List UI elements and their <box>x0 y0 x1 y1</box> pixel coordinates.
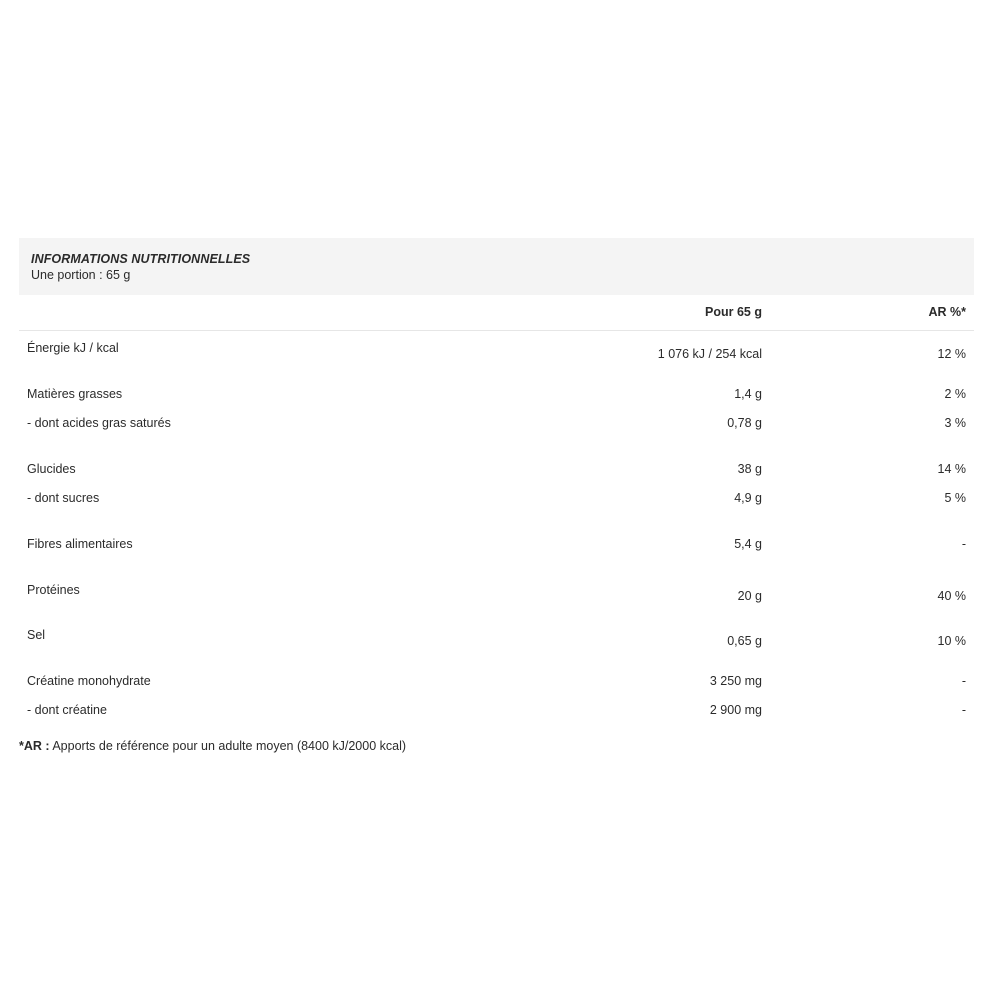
column-headers <box>19 295 974 331</box>
row-value: 2 900 mg <box>709 703 762 717</box>
row-reference-percent: 5 % <box>944 491 966 505</box>
row-label: - dont sucres <box>27 491 100 505</box>
row-reference-percent: 2 % <box>944 387 966 401</box>
column-header-per-portion: Pour 65 g <box>705 305 762 319</box>
row-reference-percent: 10 % <box>937 634 966 648</box>
column-header-reference: AR %* <box>928 305 966 319</box>
row-label: Énergie kJ / kcal <box>27 341 119 355</box>
nutrition-title: INFORMATIONS NUTRITIONNELLES <box>31 252 251 266</box>
row-value: 0,65 g <box>727 634 762 648</box>
reference-footnote <box>19 739 406 753</box>
row-label: Créatine monohydrate <box>27 674 151 688</box>
row-reference-percent: - <box>961 537 966 551</box>
row-label: Sel <box>27 628 46 642</box>
row-label: - dont acides gras saturés <box>27 416 171 430</box>
row-label: Glucides <box>27 462 76 476</box>
row-reference-percent: - <box>961 703 966 717</box>
row-reference-percent: 12 % <box>937 347 966 361</box>
row-reference-percent: 3 % <box>944 416 966 430</box>
nutrition-table <box>19 238 974 717</box>
row-reference-percent: 14 % <box>937 462 966 476</box>
row-value: 1 076 kJ / 254 kcal <box>657 347 762 361</box>
row-value: 4,9 g <box>734 491 762 505</box>
row-value: 38 g <box>737 462 762 476</box>
row-value: 1,4 g <box>734 387 762 401</box>
row-label: Protéines <box>27 583 80 597</box>
row-reference-percent: - <box>961 674 966 688</box>
nutrition-header <box>19 238 974 295</box>
row-value: 3 250 mg <box>709 674 762 688</box>
row-label: Matières grasses <box>27 387 123 401</box>
row-label: - dont créatine <box>27 703 107 717</box>
footnote-term: *AR : <box>19 739 50 753</box>
row-label: Fibres alimentaires <box>27 537 133 551</box>
row-value: 20 g <box>737 589 762 603</box>
footnote-text: Apports de référence pour un adulte moyen (8400 kJ/2000 kcal) <box>49 739 407 753</box>
row-reference-percent: 40 % <box>937 589 966 603</box>
row-value: 0,78 g <box>727 416 762 430</box>
portion-size: Une portion : 65 g <box>31 268 131 282</box>
row-value: 5,4 g <box>734 537 762 551</box>
